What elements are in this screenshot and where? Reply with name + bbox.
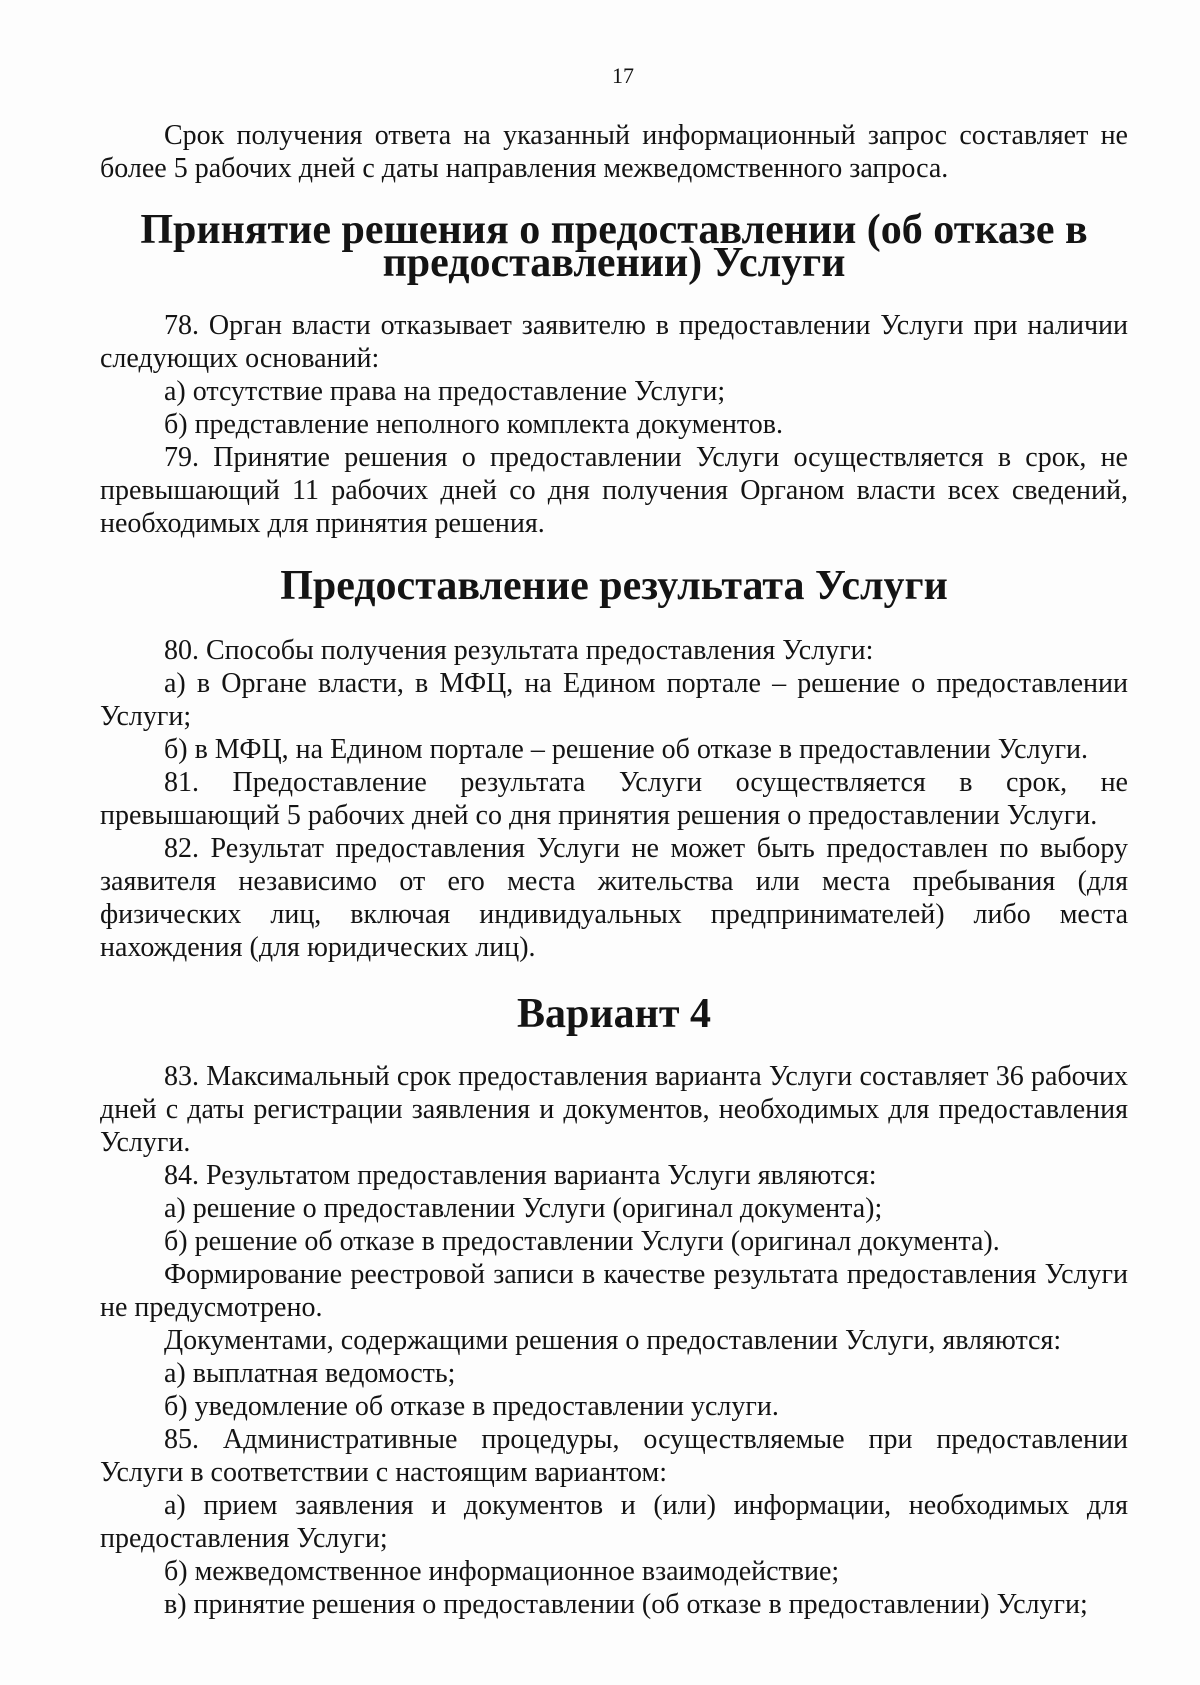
list-item-78b: б) представление неполного комплекта документов. [164, 409, 784, 440]
list-item-84a: а) решение о предоставлении Услуги (оригинал документа); [164, 1193, 883, 1224]
paragraph-79: 79. Принятие решения о предоставлении Услуги осуществляется в срок, не превышающий 11 рабочих дней со дня получения Органом власти всех сведений, необходимых для принятия решения. [100, 442, 1128, 539]
paragraph-81: 81. Предоставление результата Услуги осуществляется в срок, не превышающий 5 рабочих дней со дня принятия решения о предоставлении Услуги. [100, 767, 1128, 831]
paragraph-84: 84. Результатом предоставления варианта Услуги являются: [164, 1160, 877, 1191]
list-item-84b: б) решение об отказе в предоставлении Услуги (оригинал документа). [164, 1226, 1000, 1257]
paragraph-83: 83. Максимальный срок предоставления варианта Услуги составляет 36 рабочих дней с даты регистрации заявления и документов, необходимых для предоставления Услуги. [100, 1061, 1128, 1158]
list-item-78a: а) отсутствие права на предоставление Услуги; [164, 376, 726, 407]
paragraph-80: 80. Способы получения результата предоставления Услуги: [164, 635, 874, 666]
section-decision-body [100, 309, 1128, 540]
section-variant-4-body [100, 1060, 1128, 1621]
list-item-documents-b: б) уведомление об отказе в предоставлении услуги. [164, 1391, 779, 1422]
list-item-85c: в) принятие решения о предоставлении (об отказе в предоставлении) Услуги; [164, 1589, 1088, 1620]
list-item-85a: а) прием заявления и документов и (или) информации, необходимых для предоставления Услуги; [100, 1490, 1128, 1554]
list-item-85b: б) межведомственное информационное взаимодействие; [164, 1556, 840, 1587]
paragraph-registry-note: Формирование реестровой записи в качестве результата предоставления Услуги не предусмотрено. [100, 1259, 1128, 1323]
section-result-body [100, 634, 1128, 964]
paragraph-documents-intro: Документами, содержащими решения о предоставлении Услуги, являются: [164, 1325, 1062, 1356]
list-item-80b: б) в МФЦ, на Едином портале – решение об отказе в предоставлении Услуги. [164, 734, 1089, 765]
section-heading-result: Предоставление результата Услуги [280, 563, 948, 609]
page-number: 17 [612, 63, 634, 88]
section-heading-variant-4: Вариант 4 [517, 991, 711, 1037]
list-item-80a: а) в Органе власти, в МФЦ, на Едином портале – решение о предоставлении Услуги; [100, 668, 1128, 732]
paragraph-78: 78. Орган власти отказывает заявителю в предоставлении Услуги при наличии следующих оснований: [100, 310, 1128, 374]
paragraph-82: 82. Результат предоставления Услуги не может быть предоставлен по выбору заявителя независимо от его места жительства или места пребывания (для физических лиц, включая индивидуальных предпринимателей) либо места нахождения (для юридических лиц). [100, 833, 1128, 963]
list-item-documents-a: а) выплатная ведомость; [164, 1358, 456, 1389]
section-heading-decision: Принятие решения о предоставлении (об отказе в предоставлении) Услуги [140, 207, 1088, 286]
paragraph-85: 85. Административные процедуры, осуществляемые при предоставлении Услуги в соответствии с настоящим вариантом: [100, 1424, 1128, 1488]
intro-paragraph: Срок получения ответа на указанный информационный запрос составляет не более 5 рабочих дней с даты направления межведомственного запроса. [100, 120, 1128, 184]
